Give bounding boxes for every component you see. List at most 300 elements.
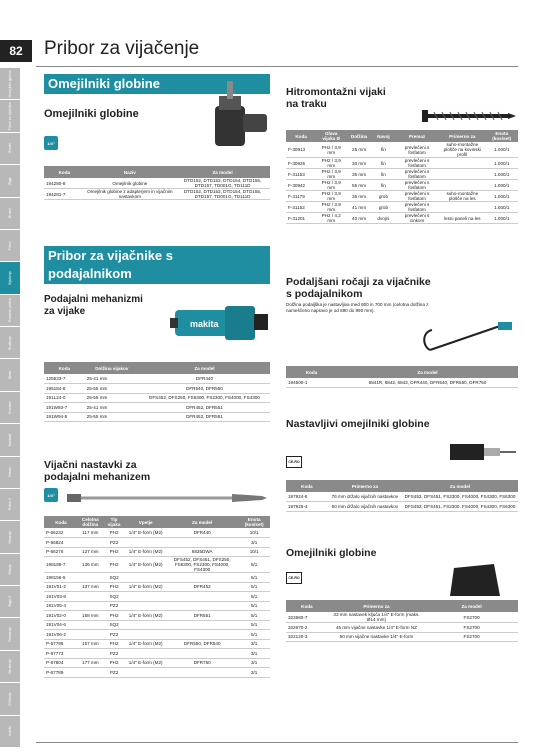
- table-cell: DFR750: [166, 658, 238, 668]
- feed-mechanisms-table: [44, 362, 270, 422]
- heading-depth-stops-2: Omejilniki globine: [286, 547, 377, 559]
- heading-feed-mechanisms: [44, 294, 143, 318]
- table-cell: 127 mm: [78, 547, 103, 557]
- table-cell: 1/4" E-form (M2): [125, 582, 166, 592]
- table-header: Primerno za: [328, 480, 402, 492]
- side-tab-label: Brušenje: [8, 335, 12, 350]
- table-row: [44, 547, 270, 557]
- table-cell: [439, 158, 485, 169]
- table-cell: 197924-6: [286, 492, 328, 502]
- table-row: [286, 632, 518, 642]
- table-cell: [78, 668, 103, 678]
- table-cell: DTD152, DTD153, DTD154, DTD155, DTD157, TD001G, TD111D: [175, 189, 270, 200]
- table-header: Tip vijaka: [103, 516, 126, 528]
- table-row: [286, 612, 518, 623]
- table-cell: DFR440: [139, 374, 270, 384]
- table-header: Primerno za: [328, 600, 425, 612]
- table-row: [44, 658, 270, 668]
- table-cell: FS2700: [425, 632, 518, 642]
- heading-bits-for-feed: [44, 459, 150, 483]
- side-tab-label: Brusni: [8, 208, 12, 219]
- table-row: [286, 158, 518, 169]
- table-cell: 25 mm: [346, 142, 372, 158]
- table-cell: DFR440: [166, 528, 238, 538]
- table-cell: fin: [372, 180, 395, 191]
- table-cell: 50 mm vijačne nastavke 1/4" E-form: [328, 632, 425, 642]
- table-cell: prevlečeni s fosfatom: [395, 202, 439, 213]
- table-cell: DFS452, DFS451, FS2300, FS4000, FS4300, FS6300: [402, 492, 518, 502]
- table-cell: SQ2: [103, 620, 126, 630]
- title-divider: [36, 66, 518, 67]
- side-tab-label: Žage: [8, 176, 12, 185]
- table-cell: lesni paneli na les: [439, 213, 485, 224]
- table-cell: [125, 538, 166, 548]
- table-cell: dvojni: [372, 213, 395, 224]
- side-tab-label: Svedri: [8, 143, 12, 154]
- table-cell: F-30925: [286, 158, 316, 169]
- table-cell: SQ2: [103, 573, 126, 583]
- table-cell: PH2 / 3,9 mm: [316, 142, 346, 158]
- table-cell: 1.000/1: [485, 180, 518, 191]
- banner-line-1: Pribor za vijačnike s: [48, 248, 174, 263]
- table-cell: [78, 649, 103, 659]
- table-cell: 35 mm: [346, 169, 372, 180]
- table-cell: F-30913: [286, 142, 316, 158]
- table-cell: DTD152, DTD153, DTD154, DTD155, DTD157, TD001G, TD111D: [175, 178, 270, 189]
- table-cell: fin: [372, 169, 395, 180]
- table-header: Koda: [286, 600, 328, 612]
- table-cell: PH2: [103, 547, 126, 557]
- table-cell: P-67804: [44, 658, 78, 668]
- table-cell: 30 mm: [346, 158, 372, 169]
- table-cell: FS2700: [425, 612, 518, 623]
- table-cell: 137 mm: [78, 582, 103, 592]
- page-title: Pribor za vijačenje: [44, 38, 200, 59]
- table-cell: 25-41 mm: [85, 374, 139, 384]
- table-row: [286, 623, 518, 633]
- side-tab[interactable]: [0, 295, 20, 327]
- table-cell: PH2: [103, 639, 126, 649]
- table-row: [44, 620, 270, 630]
- table-row: [286, 191, 518, 202]
- table-header: Enota (kos/set): [238, 516, 270, 528]
- heading-collated-screws: [286, 86, 386, 110]
- table-cell: 158 mm: [78, 611, 103, 621]
- table-cell: PH2 / 3,9 mm: [316, 191, 346, 202]
- table-header: Naziv: [85, 166, 175, 178]
- table-row: [44, 412, 270, 422]
- adjustable-depth-stop-image: [440, 430, 518, 474]
- table-cell: 1.000/1: [485, 213, 518, 224]
- side-tab-label: Kronske: [8, 401, 12, 414]
- table-cell: [166, 620, 238, 630]
- side-tab-label: Dleta: [8, 370, 12, 380]
- bottom-divider: [36, 742, 518, 743]
- table-cell: [78, 601, 103, 611]
- table-cell: DFR550, DFR540: [166, 639, 238, 649]
- table-cell: Omejilnik globine z adapterjem in vijačnim nastavkom: [85, 189, 175, 200]
- table-cell: 194281-7: [44, 189, 85, 200]
- extension-description: Dolžina podaljška je nastavljiva med 600 in 700 mm (celotna dolžina z nameščeno napravo je od 890 do 990 mm).: [286, 302, 429, 313]
- table-cell: 191V03-8: [44, 592, 78, 602]
- table-cell: PH2 / 4,2 mm: [316, 213, 346, 224]
- table-cell: prevlečeni s fosfatom: [395, 180, 439, 191]
- table-cell: 191L24-0: [44, 393, 85, 403]
- table-cell: [125, 592, 166, 602]
- table-cell: [166, 538, 238, 548]
- section-banner-autofeed: [44, 246, 270, 284]
- depth-stops-table: [44, 166, 270, 200]
- table-cell: 1.000/1: [485, 158, 518, 169]
- depth-stops-2-table: [286, 600, 518, 642]
- side-tab-label: Omejilniki globine: [8, 69, 12, 98]
- table-header: Glava vijaka Ø: [316, 130, 346, 142]
- heading-line-1: Podaljšani ročaji za vijačnike: [286, 276, 431, 288]
- table-cell: prevlečeni s fosfatom: [395, 191, 439, 202]
- table-cell: 1/4" E-form (M2): [125, 547, 166, 557]
- table-cell: 322120-3: [286, 632, 328, 642]
- table-cell: P-67773: [44, 649, 78, 659]
- page-number: 82: [0, 40, 32, 62]
- table-header: Primerno za: [439, 130, 485, 142]
- table-cell: suho-montažne plošče na les: [439, 191, 485, 202]
- side-tab[interactable]: [0, 327, 20, 359]
- table-cell: PH2 / 3,9 mm: [316, 158, 346, 169]
- table-cell: 41 mm: [346, 202, 372, 213]
- table-cell: 1/4" E-form (M2): [125, 611, 166, 621]
- heading-line-2: s podajalnikom: [286, 288, 363, 300]
- table-row: [286, 502, 518, 512]
- table-cell: 191V01-2: [44, 582, 78, 592]
- table-cell: P-66824: [44, 538, 78, 548]
- table-cell: PZ2: [103, 630, 126, 640]
- table-header: Koda: [286, 480, 328, 492]
- table-cell: suho-montažne plošče na kovinski profil: [439, 142, 485, 158]
- side-tab[interactable]: [0, 68, 20, 100]
- side-tab-label: Čiščenje: [8, 692, 12, 706]
- table-cell: [78, 620, 103, 630]
- table-cell: 76 mm držalo vijačnih nastavkov: [328, 492, 402, 502]
- table-cell: 197925-4: [286, 502, 328, 512]
- screwdriver-bit-image: [62, 486, 270, 510]
- table-row: [44, 649, 270, 659]
- table-row: [44, 582, 270, 592]
- heading-line-2: za vijake: [44, 306, 86, 317]
- table-cell: 5/1: [238, 611, 270, 621]
- table-cell: PZ2: [103, 668, 126, 678]
- table-cell: 1.000/1: [485, 202, 518, 213]
- table-cell: P-67795: [44, 639, 78, 649]
- table-row: [44, 611, 270, 621]
- table-cell: 1.000/1: [485, 169, 518, 180]
- side-tab[interactable]: [0, 457, 20, 489]
- table-cell: grob: [372, 202, 395, 213]
- side-tab[interactable]: [0, 716, 20, 748]
- table-header: Dolžina vijakov: [85, 362, 139, 374]
- side-tab[interactable]: [0, 230, 20, 262]
- heading-line-1: Hitromontažni vijaki: [286, 86, 386, 98]
- depth-stop-cap-image: [440, 560, 518, 600]
- table-cell: P-66276: [44, 547, 78, 557]
- side-tab[interactable]: [0, 554, 20, 586]
- side-tab-label: Pribor 2: [8, 498, 12, 511]
- side-tab[interactable]: [0, 392, 20, 424]
- table-cell: 33 mm nastavek ključa 1/4" E-form (maks. Ø14 mm): [328, 612, 425, 623]
- side-navigation: [0, 68, 20, 748]
- table-row: [44, 178, 270, 189]
- table-cell: 117 mm: [78, 528, 103, 538]
- side-tab[interactable]: [0, 586, 20, 618]
- table-cell: [439, 202, 485, 213]
- table-cell: 5/1: [238, 582, 270, 592]
- table-cell: 191W93-7: [44, 403, 85, 413]
- table-cell: grob: [372, 191, 395, 202]
- screw-image: [420, 104, 516, 128]
- table-header: Za model: [337, 366, 518, 378]
- quarter-inch-badge: 1/4": [44, 136, 58, 150]
- side-tab-label: Pribor: [8, 240, 12, 251]
- side-tab-label: Vijačenje: [8, 270, 12, 285]
- side-tab-label: Struženje: [8, 659, 12, 674]
- table-cell: 322670-2: [286, 623, 328, 633]
- table-cell: 25-55 mm: [85, 393, 139, 403]
- table-cell: DFR452: [166, 582, 238, 592]
- table-cell: 195184-8: [44, 384, 85, 394]
- table-cell: [439, 180, 485, 191]
- table-cell: 1/4" E-form (M2): [125, 658, 166, 668]
- table-cell: 191W94-5: [44, 412, 85, 422]
- table-row: [44, 557, 270, 573]
- table-cell: [166, 592, 238, 602]
- table-cell: 1.000/1: [485, 142, 518, 158]
- depth-stop-image: [205, 76, 271, 156]
- table-cell: 5/1: [238, 620, 270, 630]
- side-tab[interactable]: [0, 165, 20, 197]
- table-header: Premaz: [395, 130, 439, 142]
- table-cell: 25-55 mm: [85, 384, 139, 394]
- side-tab[interactable]: [0, 618, 20, 650]
- table-row: [286, 378, 518, 388]
- side-tab[interactable]: [0, 133, 20, 165]
- table-cell: prevlečeni s fosfatom: [395, 158, 439, 169]
- table-cell: [166, 649, 238, 659]
- table-cell: [125, 649, 166, 659]
- table-row: [44, 528, 270, 538]
- table-cell: 5/1: [238, 592, 270, 602]
- table-cell: 198188-7: [44, 557, 78, 573]
- heading-line-2: na traku: [286, 98, 327, 110]
- table-row: [44, 538, 270, 548]
- heading-depth-stops: Omejilniki globine: [44, 108, 139, 120]
- side-tab-label: Žage 2: [8, 596, 12, 608]
- table-cell: F-31152: [286, 202, 316, 213]
- table-cell: [439, 169, 485, 180]
- table-cell: DFR452, DFR551: [139, 403, 270, 413]
- table-row: [44, 384, 270, 394]
- table-cell: Omejilnik globine: [85, 178, 175, 189]
- heading-adjustable-depth-stops: Nastavljivi omejilniki globine: [286, 418, 430, 430]
- table-cell: prevlečeni s fosfatom: [395, 142, 439, 158]
- table-cell: PH2: [103, 658, 126, 668]
- side-tab-label: Pribor za vijačnike: [8, 101, 12, 131]
- table-cell: 177 mm: [78, 658, 103, 668]
- table-cell: 322660-7: [286, 612, 328, 623]
- table-row: [44, 374, 270, 384]
- table-cell: 1/4" E-form (M2): [125, 557, 166, 573]
- side-tab[interactable]: [0, 262, 20, 294]
- table-cell: [125, 620, 166, 630]
- table-cell: 55 mm: [346, 180, 372, 191]
- table-cell: 5/1: [238, 573, 270, 583]
- table-cell: 1.000/1: [485, 191, 518, 202]
- table-row: [44, 592, 270, 602]
- table-header: Navoj: [372, 130, 395, 142]
- table-cell: PZ2: [103, 538, 126, 548]
- table-header: Vpetje: [125, 516, 166, 528]
- table-cell: 3/1: [238, 538, 270, 548]
- table-cell: DFR452, DFR551: [139, 412, 270, 422]
- section-banner-depth-stops: Omejilniki globine: [44, 74, 270, 94]
- extension-handles-table: [286, 366, 518, 388]
- table-cell: [166, 668, 238, 678]
- table-header: Za model: [139, 362, 270, 374]
- table-cell: 40 mm: [346, 213, 372, 224]
- table-cell: 5/1: [238, 557, 270, 573]
- heading-line-1: Vijačni nastavki za: [44, 459, 137, 471]
- table-cell: DFR540, DFR550: [139, 384, 270, 394]
- table-cell: 194500-1: [286, 378, 337, 388]
- table-cell: 60 mm držalo vijačnih nastavkov: [328, 502, 402, 512]
- table-cell: PH2: [103, 557, 126, 573]
- side-tab[interactable]: [0, 521, 20, 553]
- table-cell: fin: [372, 158, 395, 169]
- adjustable-depth-stops-table: [286, 480, 518, 512]
- table-cell: 10/1: [238, 528, 270, 538]
- table-cell: P-66232: [44, 528, 78, 538]
- table-cell: 194280-8: [44, 178, 85, 189]
- table-cell: PH2 / 3,9 mm: [316, 202, 346, 213]
- table-cell: 191V05-4: [44, 601, 78, 611]
- table-row: [286, 492, 518, 502]
- table-cell: [166, 573, 238, 583]
- table-row: [286, 213, 518, 224]
- table-header: Koda: [286, 366, 337, 378]
- table-row: [44, 601, 270, 611]
- table-cell: [166, 630, 238, 640]
- table-cell: 191V02-0: [44, 611, 78, 621]
- table-cell: 6835DWA: [166, 547, 238, 557]
- table-row: [286, 202, 518, 213]
- table-header: Enota (kos/set): [485, 130, 518, 142]
- table-cell: SQ2: [103, 592, 126, 602]
- side-tab[interactable]: [0, 100, 20, 132]
- side-tab[interactable]: [0, 424, 20, 456]
- table-cell: fin: [372, 142, 395, 158]
- bits-table: [44, 516, 270, 678]
- table-cell: DFS452, DFS451, DFS250, FS6300, FS2300, FS4000, FS4300: [166, 557, 238, 573]
- table-header: Koda: [44, 516, 78, 528]
- side-tab-label: Rezkanje: [8, 626, 12, 642]
- table-cell: prevlečeni s cinkom: [395, 213, 439, 224]
- table-cell: [125, 573, 166, 583]
- screws-table: [286, 130, 518, 224]
- heading-line-1: Podajalni mehanizmi: [44, 294, 143, 305]
- table-cell: [78, 592, 103, 602]
- table-cell: 157 mm: [78, 639, 103, 649]
- quarter-inch-badge: 1/4": [44, 488, 58, 502]
- table-header: Za model: [425, 600, 518, 612]
- feed-mechanism-image: [170, 292, 270, 350]
- table-header: Koda: [286, 130, 316, 142]
- table-header: Za model: [402, 480, 518, 492]
- table-cell: PZ2: [103, 649, 126, 659]
- table-cell: PH2 / 3,9 mm: [316, 169, 346, 180]
- table-cell: 1/4" E-form (M2): [125, 528, 166, 538]
- table-row: [44, 403, 270, 413]
- table-cell: prevlečeni s fosfatom: [395, 169, 439, 180]
- side-tab-label: Ostalo: [8, 467, 12, 478]
- table-cell: 45 mm vijačne nastavke 1/4" E-form NZ: [328, 623, 425, 633]
- ce-ro-badge: CE-RO: [286, 456, 302, 468]
- table-cell: [78, 573, 103, 583]
- table-cell: DFS452, DFS451, FS2300, FS4000, FS4300, FS6300: [402, 502, 518, 512]
- table-cell: F-31179: [286, 191, 316, 202]
- table-cell: 3/1: [238, 658, 270, 668]
- table-cell: 10/1: [238, 547, 270, 557]
- table-cell: 136 mm: [78, 557, 103, 573]
- table-cell: 3/1: [238, 639, 270, 649]
- table-cell: FS2700: [425, 623, 518, 633]
- table-header: Dolžina: [346, 130, 372, 142]
- side-tab[interactable]: [0, 359, 20, 391]
- table-cell: 3/1: [238, 668, 270, 678]
- table-cell: PZ2: [103, 601, 126, 611]
- table-cell: [125, 668, 166, 678]
- table-cell: PH2: [103, 528, 126, 538]
- table-row: [44, 393, 270, 403]
- side-tab[interactable]: [0, 651, 20, 683]
- table-cell: 1/4" E-form (M2): [125, 639, 166, 649]
- side-tab[interactable]: [0, 198, 20, 230]
- table-row: [44, 630, 270, 640]
- table-row: [44, 639, 270, 649]
- table-cell: [78, 630, 103, 640]
- table-cell: DFR551: [166, 611, 238, 621]
- table-row: [286, 180, 518, 191]
- heading-line-2: podajalni mehanizem: [44, 471, 151, 483]
- table-cell: [166, 601, 238, 611]
- side-tab-label: Sesanje: [8, 530, 12, 544]
- table-cell: 5/1: [238, 601, 270, 611]
- table-cell: 191V04-6: [44, 620, 78, 630]
- table-header: Koda: [44, 362, 85, 374]
- side-tab-label: Vrtanje: [8, 563, 12, 575]
- table-cell: [125, 630, 166, 640]
- table-header: Celotna dolžina: [78, 516, 103, 528]
- table-row: [286, 142, 518, 158]
- table-row: [44, 189, 270, 200]
- banner-line-2: podajalnikom: [48, 266, 132, 281]
- table-header: Za model: [166, 516, 238, 528]
- side-tab[interactable]: [0, 489, 20, 521]
- ce-ro-badge: CE-RO: [286, 572, 302, 584]
- table-cell: F-30942: [286, 180, 316, 191]
- side-tab[interactable]: [0, 683, 20, 715]
- table-cell: 5/1: [238, 630, 270, 640]
- table-cell: PH2: [103, 611, 126, 621]
- table-row: [286, 169, 518, 180]
- table-cell: 125533-7: [44, 374, 85, 384]
